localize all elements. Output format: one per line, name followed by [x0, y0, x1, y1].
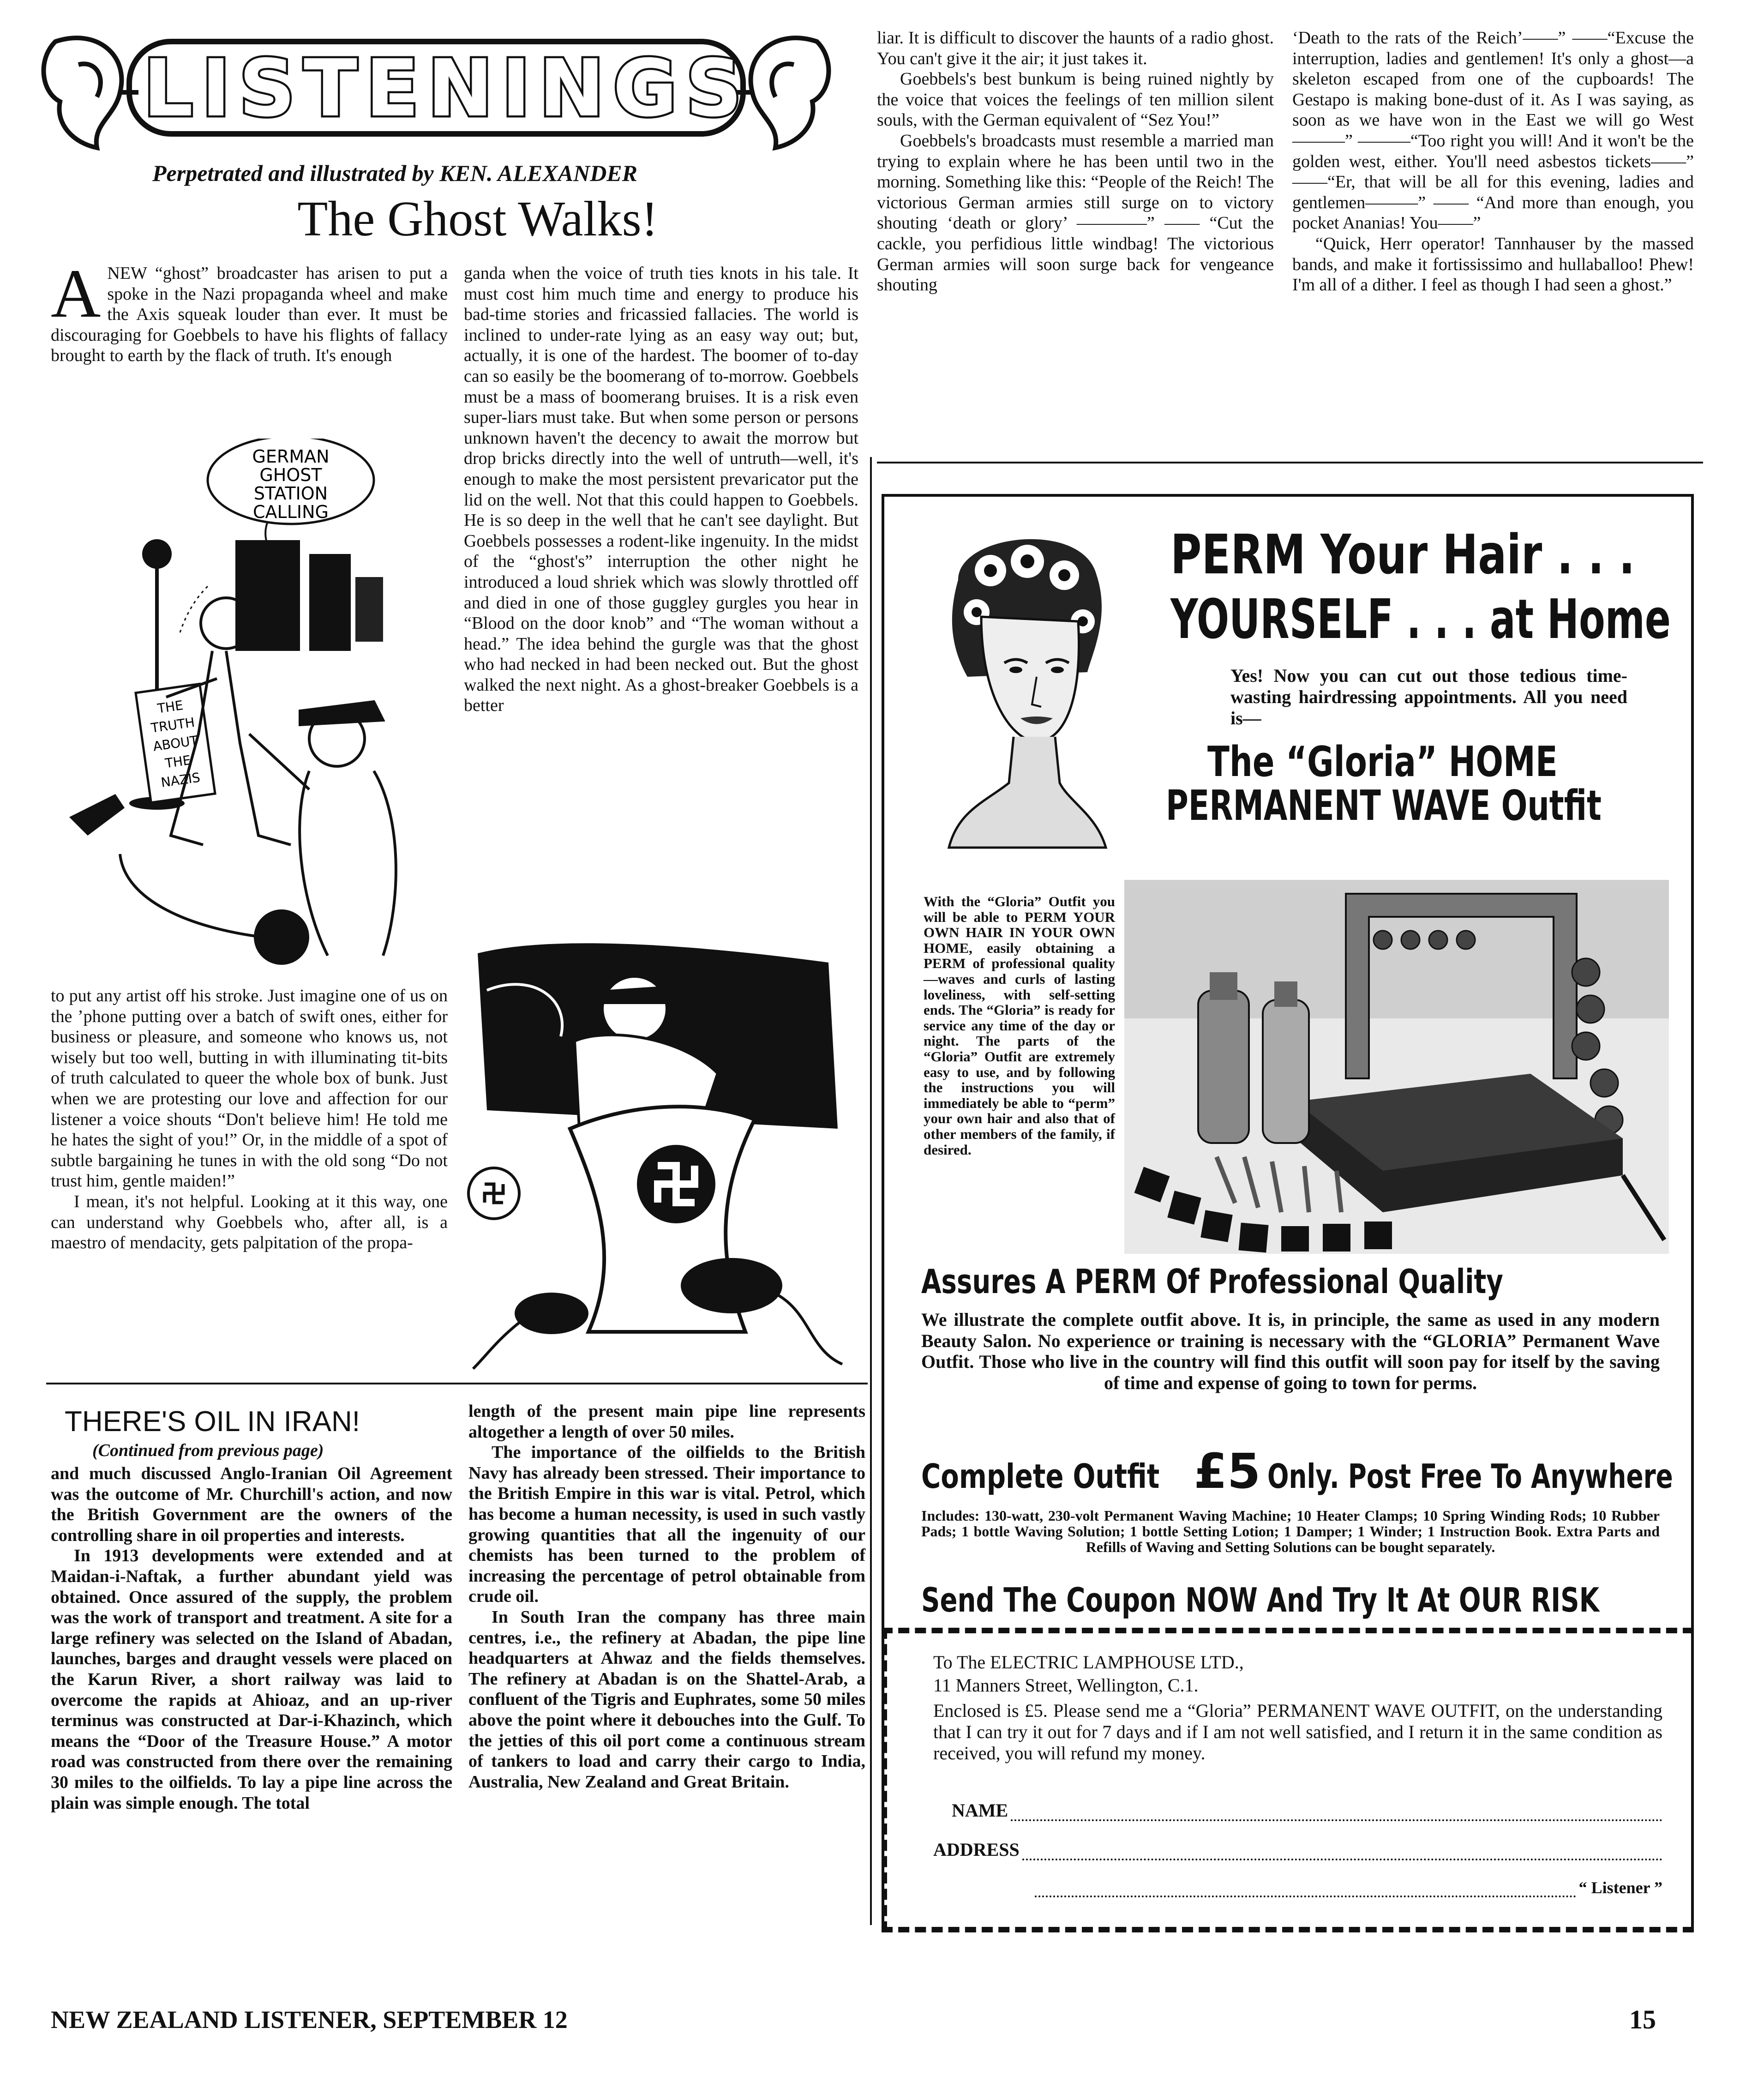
footer-page-number: 15 — [1629, 2004, 1656, 2034]
coupon-address-field[interactable] — [933, 1839, 1662, 1860]
price-post: Only. Post Free To Anywhere — [1267, 1457, 1674, 1496]
oil-headline: THERE'S OIL IN IRAN! — [65, 1406, 360, 1438]
ghost-para-5: liar. It is difficult to discover the haunts of a radio ghost. You can't give it the air; it just takes it. — [877, 28, 1274, 68]
coupon-address-label: ADDRESS — [933, 1839, 1020, 1860]
woman-portrait-icon — [930, 524, 1115, 880]
sign-line-1: THE — [156, 698, 184, 716]
ad-intro: Yes! Now you can cut out those tedious time-wasting hairdressing appointments. All you need is— — [1230, 665, 1627, 728]
oil-para-5: In South Iran the company has three main centres, i.e., the refinery at Abadan, the pipe line headquarters at Ahwaz and the fields themselves. The refinery at Abadan is on the Shattel-Arab, a confluent of the Tigris and Euphrates, some 50 miles above the point where it debouches into the Gulf. To the jetties of this oil port come a continuous stream of tankers to load and carry their cargo to India, Australia, New Zealand and Great Britain. — [468, 1607, 865, 1792]
ghost-para-1: NEW “ghost” broadcaster has arisen to put a spoke in the Nazi propaganda wheel and make the Axis squeak louder than ever. It must be discouraging for Goebbels to have his flights of fallacy brought to earth by the flack of truth. It's enough — [51, 264, 448, 366]
ghost-byline: Perpetrated and illustrated by KEN. ALEXANDER — [152, 160, 638, 186]
oil-para-1: and much discussed Anglo-Iranian Oil Agreement was the outcome of Mr. Churchill's action, and now the British Government are the owners of the controlling share in oil properties and interests. — [51, 1464, 452, 1545]
outfit-photo-image — [1124, 880, 1669, 1254]
masthead — [28, 23, 845, 157]
oil-continued: (Continued from previous page) — [92, 1441, 324, 1460]
ghost-para-8: ‘Death to the rats of the Reich’——” ——“Excuse the interruption, ladies and gentlemen! It's only a ghost—a skeleton escaped from one of the cupboards! The Gestapo is making bone-dust of it. As I was saying, as soon as we have won in the East we will go West———” ———“Too right you will! And it won't be the golden west, either. You'll need asbestos tickets——” ——“Er, that will be all for this evening, ladies and gentlemen———” —— “And more than enough, you pocket Ananias! You——” — [1292, 28, 1694, 233]
divider-ghost-oil — [46, 1383, 868, 1384]
ad-price-line — [921, 1443, 1740, 1499]
oil-para-3: length of the present main pipe line represents altogether a length of over 50 miles. — [468, 1402, 865, 1442]
coupon-listener-label: “ Listener ” — [1578, 1878, 1662, 1897]
sign-line-5: NAZIS — [160, 770, 201, 790]
ad-assures: Assures A PERM Of Professional Quality — [921, 1262, 1503, 1301]
divider-ghost-ad — [877, 462, 1703, 463]
coupon-address-line[interactable] — [1022, 1843, 1662, 1860]
ghost-para-2: to put any artist off his stroke. Just imagine one of us on the ’phone putting over a batch of swift ones, either for business or pleasure, and someone who knows us, not wisely but too well, butting in with illuminating tit-bits of truth calculated to queer the whole box of bunk. Just when we are protesting our love and affection for our listener a voice shouts “Don't believe him! He told me he hates the sight of you!” Or, in the middle of a spot of subtle bargaining he tunes in with the old song “Do not trust him, gentle maiden!” — [51, 986, 448, 1191]
divider-column-ad — [870, 457, 872, 1925]
coupon-to: To The ELECTRIC LAMPHOUSE LTD., — [933, 1652, 1244, 1673]
ghost-col1-bottom — [51, 986, 448, 1253]
oil-para-2: In 1913 developments were extended and at Maidan-i-Naftak, a further abundant yield was obtained. Once assured of the supply, the problem was the work of transport and treatment. A site for a large refinery was selected on the Island of Abadan, launches, barges and draught vessels were placed on the Karun River, a short railway was laid to overcome the rapids at Ahioaz, and an up-river terminus was constructed at Dar-i-Khazinch, which means the “Door of the Treasure House.” A motor road was constructed from there over the remaining 30 miles to the oilfields. To lay a pipe line across the plain was simple enough. The total — [51, 1546, 452, 1813]
price-value: £5 — [1194, 1443, 1261, 1499]
ad-product-1: The “Gloria” HOME — [1207, 738, 1558, 786]
bubble-line-2: GHOST — [259, 465, 322, 485]
bubble-line-4: CALLING — [253, 502, 329, 522]
ad-includes: Includes: 130-watt, 230-volt Permanent Waving Machine; 10 Heater Clamps; 10 Spring Winding Rods; 10 Rubber Pads; 1 bottle Waving Solution; 1 bottle Setting Lotion; 1 Damper; 1 Winder; 1 Instruction Book. Extra Parts and Refills of Waving and Setting Solutions can be bought separately. — [921, 1507, 1660, 1555]
cartoon-rats-ghost — [459, 935, 861, 1376]
ad-headline-1: PERM Your Hair . . . — [1170, 523, 1635, 586]
footer-publication: NEW ZEALAND LISTENER, SEPTEMBER 12 — [51, 2006, 568, 2034]
cartoon-ghost-station-drawing — [51, 439, 448, 983]
ghost-para-7: Goebbels's broadcasts must resemble a married man trying to explain where he has been until two in the morning. Something like this: “People of the Reich! The victorious German armies still surge on to victory shouting ‘death or glory’ ————” —— “Cut the cackle, you perfidious little windbag! The victorious German armies will soon surge back for vengeance shouting — [877, 131, 1274, 295]
sign-line-2: TRUTH — [150, 714, 196, 736]
ad-send-coupon: Send The Coupon NOW And Try It At OUR RISK — [921, 1581, 1600, 1619]
drop-cap: A — [51, 255, 101, 332]
ghost-col4 — [1292, 28, 1694, 295]
ghost-para-9: “Quick, Herr operator! Tannhauser by the massed bands, and make it fortississimo and hullaballoo! Phew! I'm all of a dither. I feel as though I had seen a ghost.” — [1292, 234, 1694, 295]
woman-portrait — [930, 524, 1115, 880]
sign-line-4: THE — [164, 752, 192, 771]
bubble-line-3: STATION — [253, 483, 328, 504]
ghost-col1-top — [51, 255, 448, 366]
ghost-col3 — [877, 28, 1274, 295]
coupon-name-field[interactable] — [933, 1799, 1662, 1821]
ad-body: We illustrate the complete outfit above. It is, in principle, the same as used in any modern Beauty Salon. No experience or training is necessary with the “GLORIA” Permanent Wave Outfit. Those who live in the country will find this outfit will soon pay for itself by the saving of time and expense of going to town for perms. — [921, 1309, 1660, 1393]
bubble-line-1: GERMAN — [252, 446, 330, 467]
ghost-col2 — [464, 263, 858, 716]
ad-product-2: PERMANENT WAVE Outfit — [1166, 782, 1602, 830]
price-pre: Complete Outfit — [921, 1457, 1160, 1496]
coupon-listener-field[interactable] — [1035, 1878, 1662, 1897]
ghost-para-4: ganda when the voice of truth ties knots in his tale. It must cost him much time and energy to produce his bad-time stories and fricassied fallacies. The world is inclined to under-rate lying as an easy way out; but, actually, it is one of the hardest. The boomer of to-day can so easily be the boomerang of to-morrow. Goebbels must be a mass of boomerang bruises. It is a risk even super-liars must take. But when some person or persons unknown haven't the decency to await the morrow but drop bricks directly into the well of untruth—well, it's enough to make the most persistent prevaricator put the lid on the well. Not that this could happen to Goebbels. He is so deep in the well that he can't see daylight. But Goebbels possesses a rodent-like ingenuity. In the midst of the “ghost's” interruption the other night he introduced a loud shriek which was slowly throttled off and died in one of those guggley gurgles you hear in “Blood on the door knob” and “The woman without a head.” The idea behind the gurgle was that the ghost who had necked in had been necked out. But the ghost walked the next night. As a ghost-breaker Goebbels is a better — [464, 264, 858, 716]
outfit-photo — [1124, 880, 1669, 1254]
ghost-headline: The Ghost Walks! — [297, 192, 658, 247]
ad-side-text: With the “Gloria” Outfit you will be able to PERM YOUR OWN HAIR IN YOUR OWN HOME, easily obtaining a PERM of professional quality—waves and curls of lasting loveliness, with self-setting ends. The “Gloria” is ready for service any time of the day or night. The parts of the “Gloria” Outfit are extremely easy to use, and by following the instructions you will immediately be able to “perm” your own hair and also that of other members of the family, if desired. — [924, 893, 1115, 1158]
coupon-name-label: NAME — [952, 1800, 1008, 1821]
masthead-title: LISTENINGS — [143, 43, 750, 134]
oil-col1 — [51, 1463, 452, 1813]
cartoon-rats-ghost-drawing — [459, 935, 861, 1376]
ghost-para-3: I mean, it's not helpful. Looking at it this way, one can understand why Goebbels who, after all, is a maestro of mendacity, gets palpitation of the propa- — [51, 1191, 448, 1253]
ghost-para-6: Goebbels's best bunkum is being ruined nightly by the voice that voices the feelings of ten million silent souls, with the German equivalent of “Sez You!” — [877, 69, 1274, 130]
cartoon-ghost-station — [51, 439, 448, 983]
coupon-address-line-2[interactable] — [1035, 1880, 1576, 1897]
perm-advertisement — [882, 494, 1694, 1930]
sign-line-3: ABOUT — [152, 733, 199, 754]
coupon-name-line[interactable] — [1011, 1804, 1662, 1821]
coupon-address: 11 Manners Street, Wellington, C.1. — [933, 1675, 1199, 1696]
oil-para-4: The importance of the oilfields to the British Navy has already been stressed. Their importance to the British Empire in this war is vital. Petrol, which has become a human necessity, is used in such vastly growing quantities that all the ingenuity of our chemists has been turned to the problem of increasing the percentage of petrol obtainable from crude oil. — [468, 1443, 865, 1607]
ad-headline-2: YOURSELF . . . at Home — [1170, 587, 1671, 651]
coupon-enclosed: Enclosed is £5. Please send me a “Gloria” PERMANENT WAVE OUTFIT, on the understanding that I can try it out for 7 days and if I am not well satisfied, and I return it in the same condition as received, you will refund my money. — [933, 1700, 1662, 1763]
order-coupon[interactable] — [882, 1628, 1694, 1932]
oil-col2 — [468, 1401, 865, 1792]
